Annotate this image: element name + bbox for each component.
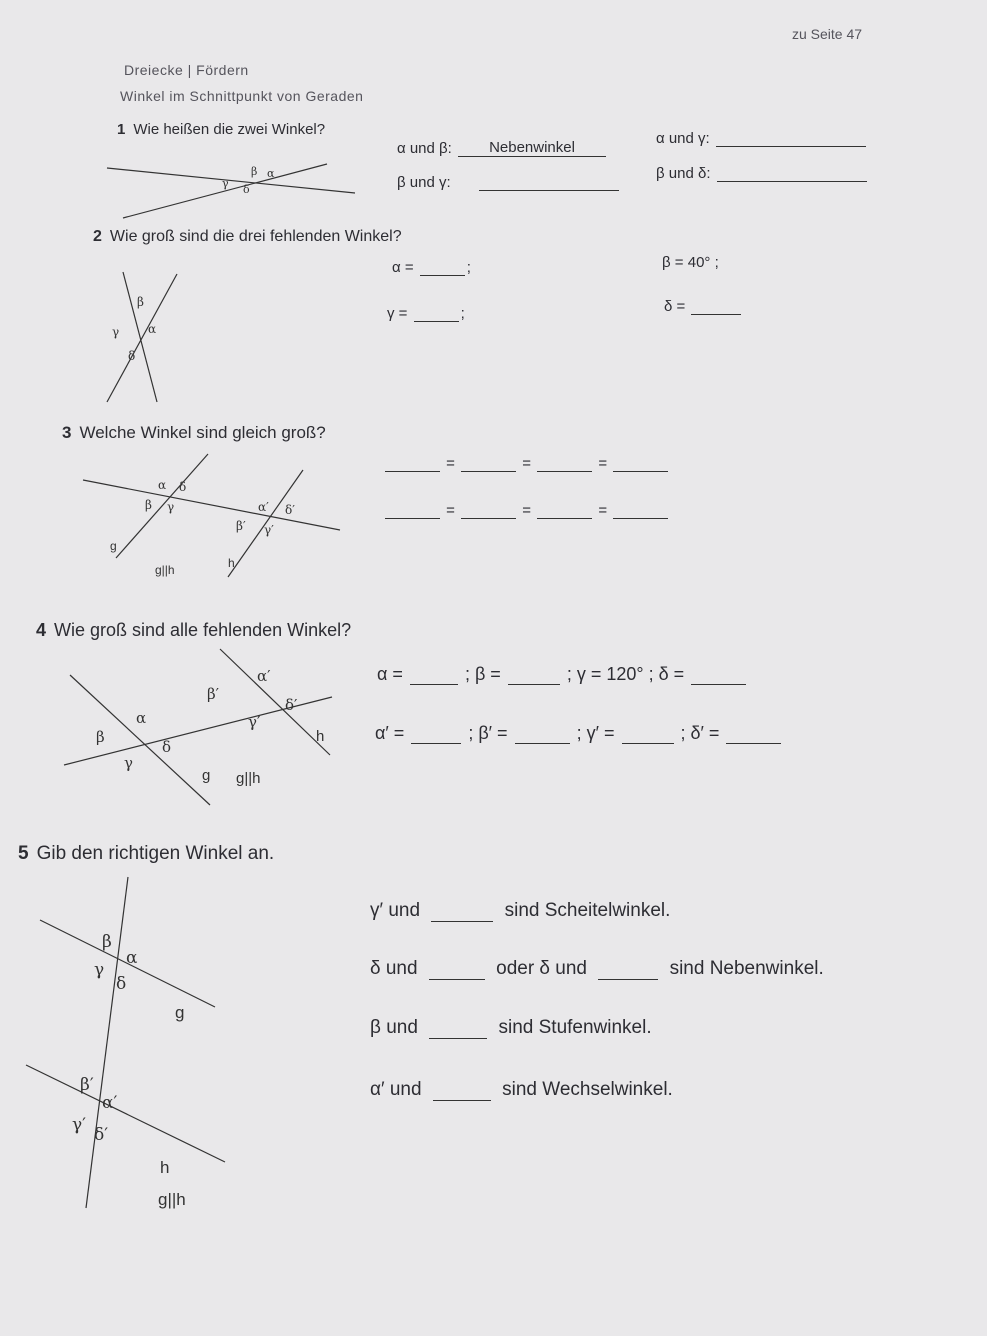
task3-label-line-h: h [228,556,235,570]
task5-sentence-3 [370,1017,652,1039]
task3-figure [78,450,348,580]
task3-r1-eq-2: = [522,455,532,472]
task4-label-line-g: g [202,767,211,784]
task3-r1-blank-4[interactable] [613,455,668,472]
task4-row-1 [377,664,748,685]
task1-row-alpha-gamma [656,130,868,147]
task2-delta-label: δ = [664,298,686,315]
task1-answer-bg[interactable] [479,174,619,191]
task4-question: Wie groß sind alle fehlenden Winkel? [54,620,352,640]
task2-delta-answer[interactable] [691,298,741,315]
task2-label-delta: δ [128,349,136,363]
task1-answer-ab[interactable]: Nebenwinkel [458,140,606,157]
task4-label-beta: β [96,728,105,746]
task4-label-gamma: γ [124,754,133,772]
task5-line-h [26,1065,225,1162]
task1-answer-ag[interactable] [716,130,866,147]
task3-r2-eq-2: = [522,502,532,519]
task3-label-delta: δ [179,480,187,494]
task5-label-parallel: g||h [158,1190,186,1209]
task4-label-beta-prime: β′ [207,685,220,703]
task5-s2-end: sind Nebenwinkel. [669,958,824,979]
task1-label-gamma: γ [222,177,229,190]
task3-r1-eq-3: = [598,455,608,472]
task5-s4-end: sind Wechselwinkel. [502,1079,673,1100]
task5-label-alpha-prime: α′ [102,1093,118,1113]
task4-alpha-label: α = [377,664,403,684]
task5-sentence-1 [370,900,670,922]
page-reference: zu Seite 47 [792,26,863,42]
task1-question: Wie heißen die zwei Winkel? [133,121,326,138]
task5-s4-start: α′ und [370,1079,422,1100]
task5-figure [20,875,240,1210]
task4-label-parallel: g||h [236,770,261,787]
task2-gamma-sep: ; [460,305,465,322]
task4-line-g [70,675,210,805]
task2-line-1 [123,272,157,402]
task3-equality-row-1 [383,455,670,472]
task3-r1-blank-1[interactable] [385,455,440,472]
task4-label-delta: δ [162,738,172,756]
task3-label-alpha-prime: α′ [258,500,269,514]
task5-s2-answer-1[interactable] [429,963,485,980]
task2-beta: β = 40° ; [662,254,719,271]
task3-r2-blank-3[interactable] [537,502,592,519]
task2-question: Wie groß sind die drei fehlenden Winkel? [109,228,402,245]
task4-beta-prime-label: ; β′ = [468,723,508,743]
task1-number: 1 [117,121,126,138]
task5-label-beta: β [102,932,112,952]
task1-answer-bd[interactable] [717,165,867,182]
task4-heading [36,620,351,641]
task5-question: Gib den richtigen Winkel an. [36,843,275,864]
task2-gamma-label: γ = [387,305,408,322]
task5-heading [18,843,274,865]
task5-sentence-4 [370,1079,673,1101]
task3-r2-blank-2[interactable] [461,502,516,519]
task2-delta [664,298,743,315]
task1-figure [95,150,365,220]
task4-figure [60,645,350,810]
task5-label-alpha: α [126,948,138,968]
task2-label-gamma: γ [112,325,120,339]
worksheet-subtitle: Winkel im Schnittpunkt von Geraden [120,88,364,104]
task5-s1-answer[interactable] [431,905,493,922]
task3-label-gamma-prime: γ′ [264,523,274,537]
task2-alpha-label: α = [392,259,414,276]
task1-heading [117,121,325,138]
task4-alpha-prime-answer[interactable] [411,727,461,744]
task4-beta-answer[interactable] [508,668,560,685]
task2-alpha [392,259,471,276]
task3-equality-row-2 [383,502,670,519]
task3-number: 3 [62,423,72,442]
task4-delta-prime-answer[interactable] [726,727,781,744]
task5-s3-end: sind Stufenwinkel. [498,1017,652,1038]
task3-r2-eq-1: = [446,502,455,519]
task3-r1-blank-3[interactable] [537,455,592,472]
task2-label-alpha: α [148,322,157,336]
task4-label-gamma-prime: γ′ [248,713,261,731]
task5-label-gamma: γ [94,960,105,980]
task5-s1-start: γ′ und [370,900,421,921]
task3-label-delta-prime: δ′ [285,503,295,517]
task5-s4-answer[interactable] [433,1084,491,1101]
task5-s3-answer[interactable] [429,1022,487,1039]
task4-label-alpha: α [136,709,147,727]
task5-s2-middle: oder δ und [496,958,587,979]
task3-r2-blank-1[interactable] [385,502,440,519]
task2-figure [95,262,185,412]
task3-r2-eq-3: = [598,502,608,519]
task4-label-line-h: h [316,728,325,745]
task3-line-transversal [83,480,340,530]
task4-delta-answer[interactable] [691,668,746,685]
task3-label-beta: β [145,498,152,512]
task4-label-alpha-prime: α′ [257,667,271,685]
task4-beta-label: ; β = [464,664,501,684]
task1-row-beta-gamma [397,174,621,191]
task3-label-beta-prime: β′ [236,519,246,533]
task4-beta-prime-answer[interactable] [515,727,570,744]
task2-number: 2 [93,228,102,245]
task4-delta-prime-label: ; δ′ = [680,723,720,743]
task3-r1-eq-1: = [446,455,455,472]
task5-label-line-h: h [160,1158,170,1177]
task5-s1-end: sind Scheitelwinkel. [504,900,671,921]
task1-row-beta-delta [656,165,869,182]
task4-gamma-prime-answer[interactable] [622,727,674,744]
task1-label-bd: β und δ: [656,165,711,182]
task4-number: 4 [36,620,47,640]
task4-gamma-prime-label: ; γ′ = [576,723,615,743]
task5-label-delta-prime: δ′ [94,1125,109,1145]
task2-alpha-sep: ; [466,259,471,276]
task2-heading [93,228,402,246]
task3-line-g [116,454,208,558]
task1-label-ag: α und γ: [656,130,710,147]
task2-alpha-answer[interactable] [420,259,465,276]
task1-label-delta: δ [243,183,250,196]
task1-label-alpha: α [267,167,275,180]
task3-label-alpha: α [158,478,167,492]
task1-row-alpha-beta [397,140,608,157]
task1-label-ab: α und β: [397,140,452,157]
task5-number: 5 [18,843,29,864]
task5-line-transversal [86,877,128,1208]
task4-gamma-delta-label: ; γ = 120° ; δ = [566,664,685,684]
task4-alpha-answer[interactable] [410,668,458,685]
task2-gamma [387,305,465,322]
task3-r2-blank-4[interactable] [613,502,668,519]
task5-label-delta: δ [116,974,127,994]
task5-sentence-2 [370,958,824,980]
task5-s3-start: β und [370,1017,418,1038]
task5-label-line-g: g [175,1003,185,1022]
task5-s2-start: δ und [370,958,418,979]
task4-row-2 [375,723,783,744]
task2-label-beta: β [137,295,144,309]
task3-label-gamma: γ [167,500,175,514]
task1-label-bg: β und γ: [397,174,451,191]
chapter-title: Dreiecke | Fördern [124,62,249,78]
task2-gamma-answer[interactable] [414,305,459,322]
task5-label-gamma-prime: γ′ [72,1115,87,1135]
task5-s2-answer-2[interactable] [598,963,658,980]
task1-label-beta: β [251,165,258,178]
task3-r1-blank-2[interactable] [461,455,516,472]
task5-label-beta-prime: β′ [80,1075,94,1095]
task3-label-parallel: g||h [155,563,175,577]
task3-label-line-g: g [110,539,117,553]
task3-heading [62,423,326,443]
task4-label-delta-prime: δ′ [285,696,298,714]
task4-alpha-prime-label: α′ = [375,723,405,743]
task3-question: Welche Winkel sind gleich groß? [79,423,326,442]
